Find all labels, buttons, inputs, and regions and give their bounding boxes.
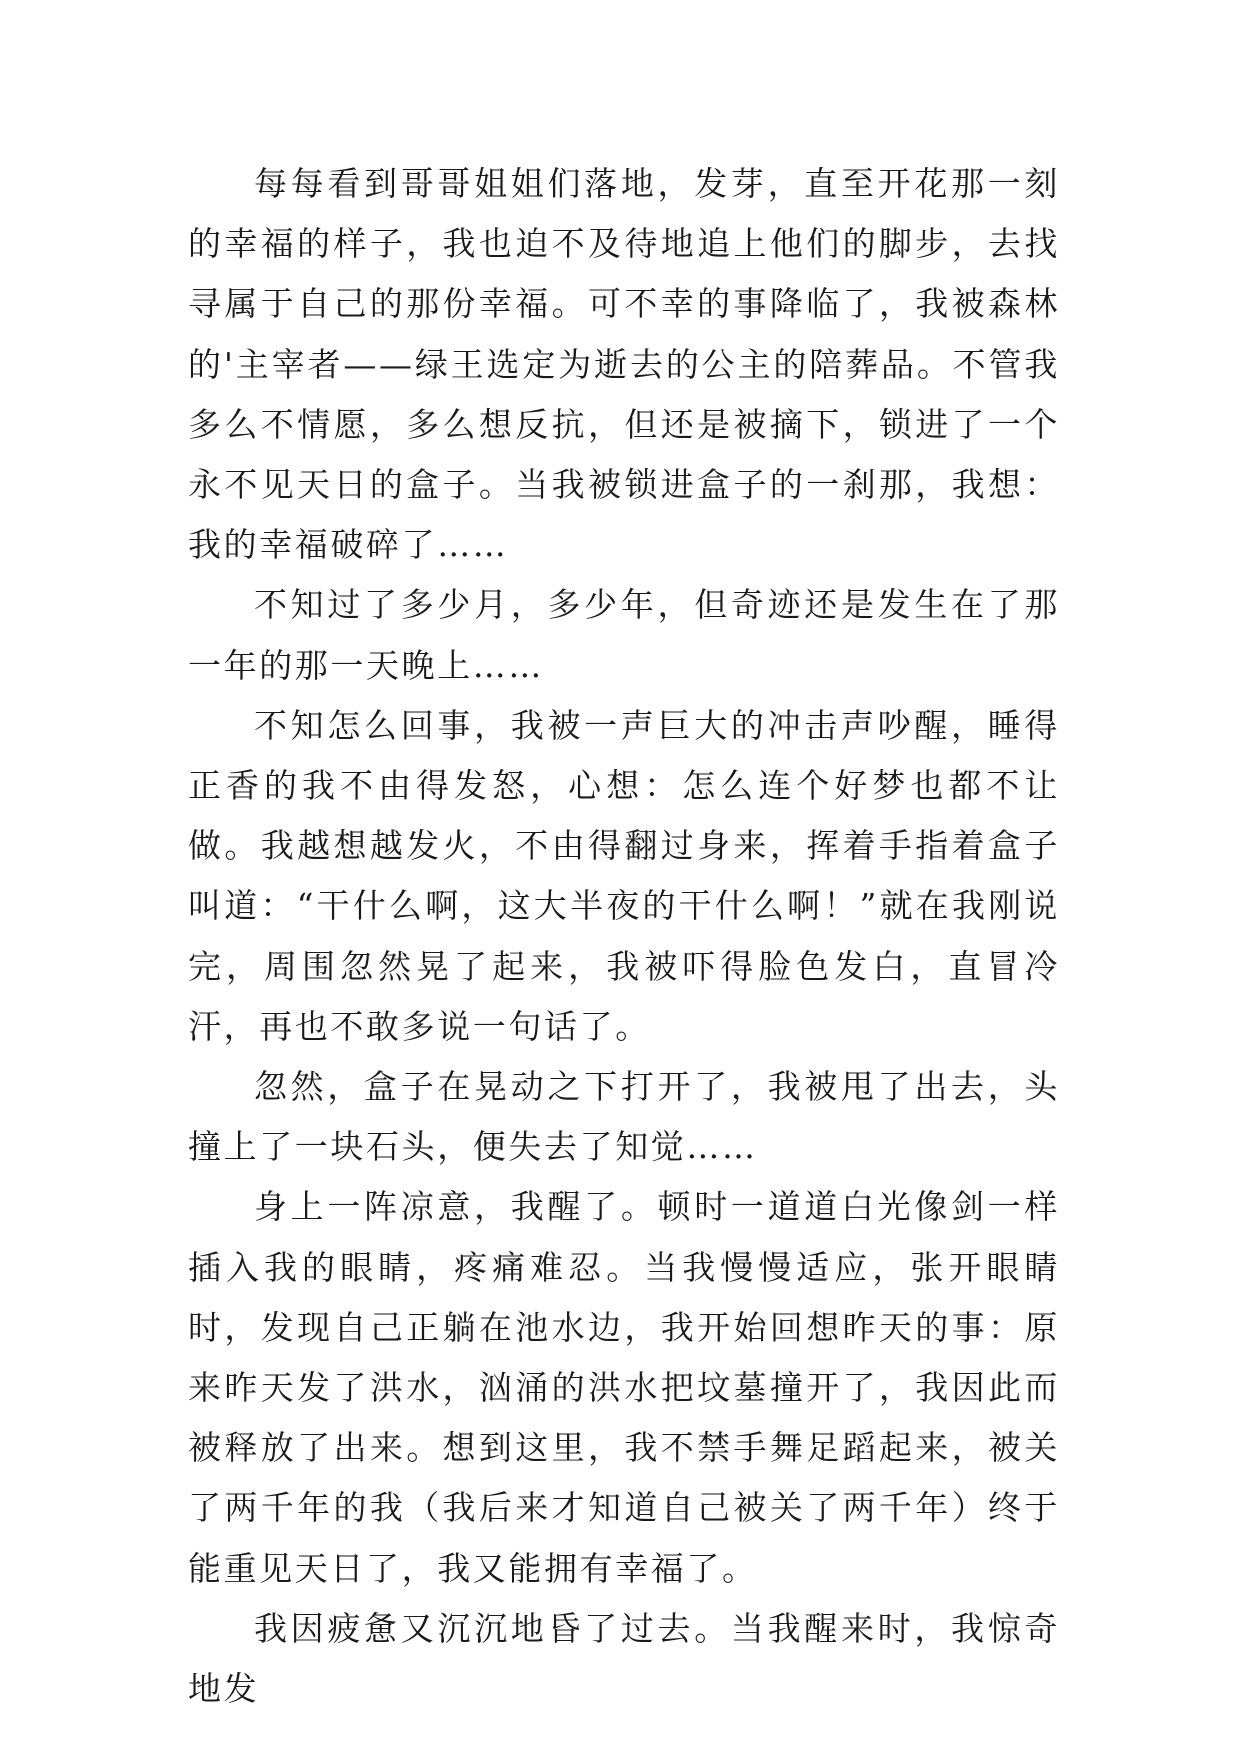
paragraph-1: 每每看到哥哥姐姐们落地，发芽，直至开花那一刻的幸福的样子，我也迫不及待地追上他们的脚步，去找寻属于自己的那份幸福。可不幸的事降临了，我被森林的'主宰者——绿王选定为逝去的公主的陪葬品。不管我多么不情愿，多么想反抗，但还是被摘下，锁进了一个永不见天日的盒子。当我被锁进盒子的一刹那，我想：我的幸福破碎了……: [188, 164, 1060, 565]
paragraph-4: 忽然，盒子在晃动之下打开了，我被甩了出去，头撞上了一块石头，便失去了知觉……: [188, 1067, 1060, 1167]
paragraph-2: 不知过了多少月，多少年，但奇迹还是发生在了那一年的那一天晚上……: [188, 585, 1060, 685]
paragraph-5: 身上一阵凉意，我醒了。顿时一道道白光像剑一样插入我的眼睛，疼痛难忍。当我慢慢适应，张开眼睛时，发现自己正躺在池水边，我开始回想昨天的事：原来昨天发了洪水，汹涌的洪水把坟墓撞开了，我因此而被释放了出来。想到这里，我不禁手舞足蹈起来，被关了两千年的我（我后来才知道自己被关了两千年）终于能重见天日了，我又能拥有幸福了。: [188, 1187, 1060, 1588]
document-body: [188, 154, 1060, 1719]
paragraph-6: 我因疲惫又沉沉地昏了过去。当我醒来时，我惊奇地发: [188, 1608, 1060, 1709]
paragraph-3: 不知怎么回事，我被一声巨大的冲击声吵醒，睡得正香的我不由得发怒，心想：怎么连个好梦也都不让做。我越想越发火，不由得翻过身来，挥着手指着盒子叫道：“干什么啊，这大半夜的干什么啊！”就在我刚说完，周围忽然晃了起来，我被吓得脸色发白，直冒冷汗，再也不敢多说一句话了。: [188, 705, 1060, 1046]
